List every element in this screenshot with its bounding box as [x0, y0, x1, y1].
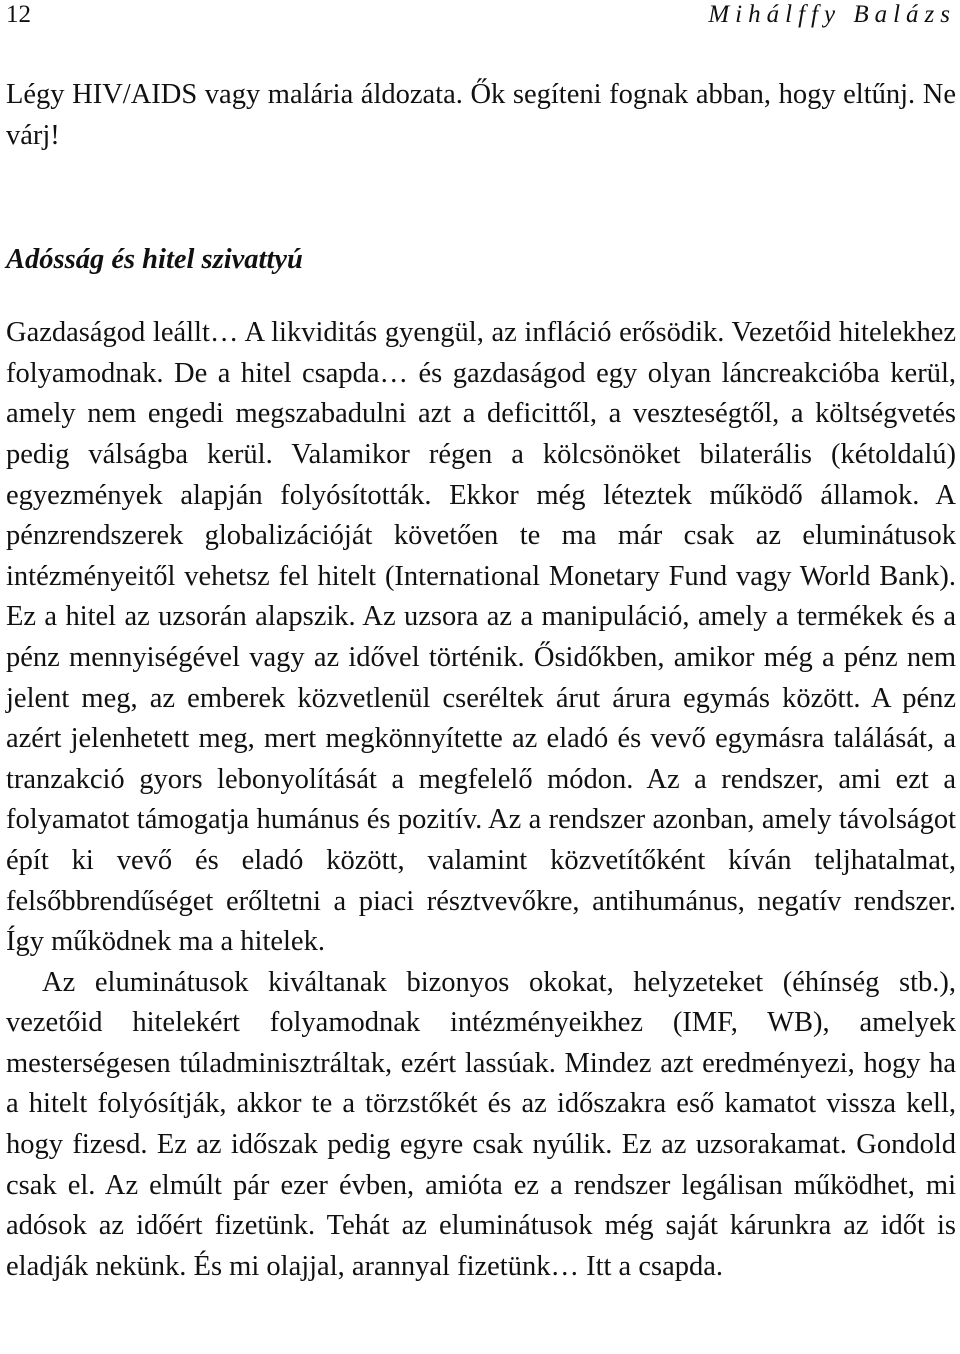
page-header — [6, 0, 956, 30]
body-paragraph: Az eluminátusok kiváltanak bizonyos okokat, helyzeteket (éhínség stb.), vezetőid hitelekért folyamodnak intézményeikhez (IMF, WB), amelyek mesterségesen túladminisztráltak, ezért lassúak. Mindez azt eredményezi, hogy ha a hitelt folyósítják, akkor te a törzstőkét és az időszakra eső kamatot vissza kell, hogy fizesd. Ez az időszak pedig egyre csak nyúlik. Ez az uzsorakamat. Gondold csak el. Az elmúlt pár ezer évben, amióta ez a rendszer legálisan működhet, mi adósok az időért fizetünk. Tehát az eluminátusok még saját kárunkra az időt is eladják nekünk. És mi olajjal, arannyal fizetünk… Itt a csapda. — [6, 966, 956, 1282]
body-paragraph: Gazdaságod leállt… A likviditás gyengül, az infláció erősödik. Vezetőid hitelekhez folyamodnak. De a hitel csapda… és gazdaságod egy olyan láncreakcióba kerül, amely nem engedi megszabadulni azt a deficittől, a veszteségtől, a költségvetés pedig válságba kerül. Valamikor régen a kölcsönöket bilaterális (kétoldalú) egyezmények alapján folyósították. Ekkor még léteztek működő államok. A pénzrendszerek globalizációját követően te ma már csak az eluminátusok intézményeitől vehetsz fel hitelt (International Monetary Fund vagy World Bank). Ez a hitel az uzsorán alapszik. Az uzsora az a manipuláció, amely a termékek és a pénz mennyiségével vagy az idővel történik. Ősidőkben, amikor még a pénz nem jelent meg, az emberek közvetlenül cseréltek árut árura egymás között. A pénz azért jelenhetett meg, mert megkönnyítette az eladó és vevő egymásra találását, a tranzakció gyors lebonyolítását a megfelelő módon. Az a rendszer, ami ezt a folyamatot támogatja humánus és pozitív. Az a rendszer azonban, amely távolságot épít ki vevő és eladó között, valamint közvetítőként kíván teljhatalmat, felsőbbrendűséget erőltetni a piaci résztvevőkre, antihumánus, negatív rendszer. Így működnek ma a hitelek. — [6, 317, 956, 958]
page-content — [6, 75, 956, 1287]
section-heading: Adósság és hitel szivattyú — [6, 244, 303, 276]
document-page — [6, 0, 956, 1354]
running-head: Mihálffy Balázs — [708, 1, 956, 28]
intro-paragraph: Légy HIV/AIDS vagy malária áldozata. Ők segíteni fognak abban, hogy eltűnj. Ne várj! — [6, 79, 956, 151]
page-number: 12 — [6, 1, 31, 28]
